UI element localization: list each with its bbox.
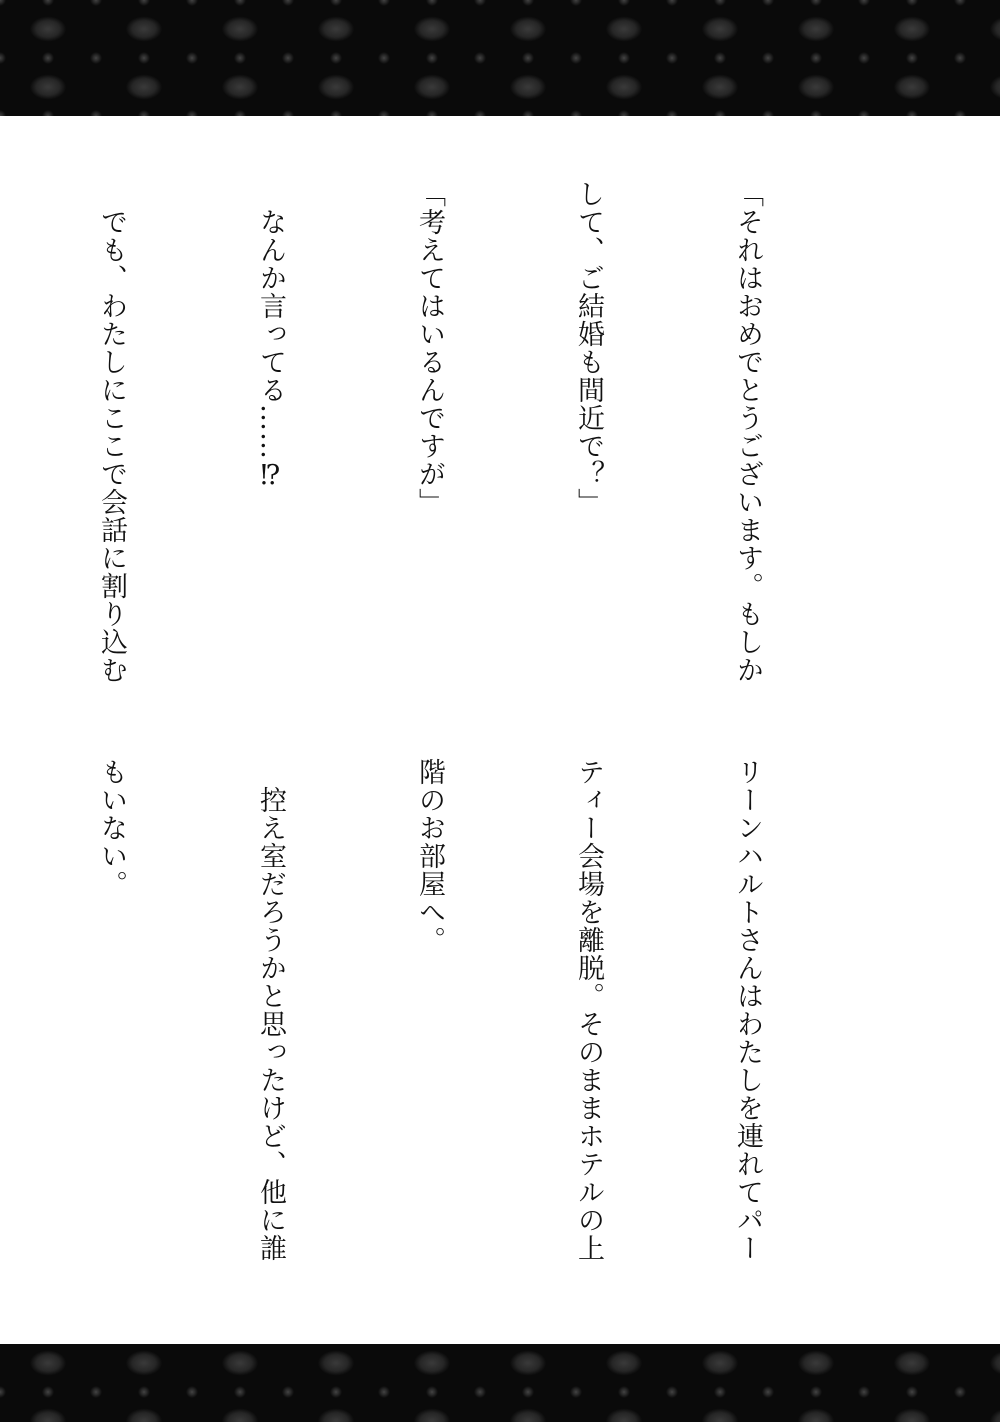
upper-text-block [96, 180, 880, 720]
text-line: なんか言ってる……⁉ [255, 180, 286, 492]
text-line: 「考えてはいるんですが」 [414, 180, 445, 516]
text-line: でも、わたしにここで会話に割り込む [96, 180, 127, 684]
text-line: もいない。 [96, 758, 127, 898]
ornamental-footer-band [0, 1344, 1000, 1422]
text-line: リーンハルトさんはわたしを連れてパー [732, 758, 763, 1262]
text-line: 控え室だろうかと思ったけど、他に誰 [255, 758, 286, 1262]
text-line: ティー会場を離脱。そのままホテルの上 [573, 758, 604, 1262]
text-line: して、ご結婚も間近で？」 [573, 180, 604, 516]
ornamental-header-band [0, 0, 1000, 116]
lower-text-block [96, 758, 880, 1288]
text-line: 「それはおめでとうございます。もしか [732, 180, 763, 684]
text-line: 階のお部屋へ。 [414, 758, 445, 954]
